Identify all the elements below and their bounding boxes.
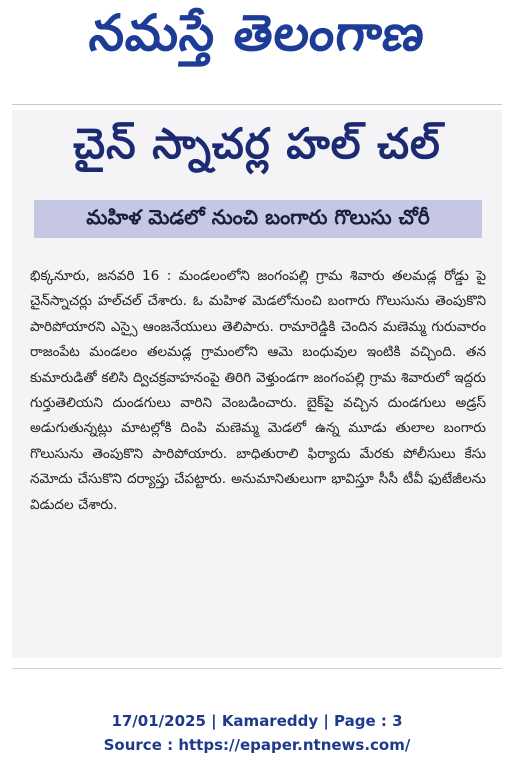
footer-date-edition: 17/01/2025 | Kamareddy | Page : 3 <box>111 712 403 730</box>
article-clipping <box>12 110 502 658</box>
bottom-divider <box>12 668 502 669</box>
subheadline-banner <box>34 200 482 238</box>
article-subheadline: మహిళ మెడలో నుంచి బంగారు గొలుసు చోరీ <box>86 204 430 229</box>
article-headline: చైన్ స్నాచర్ల హల్ చల్ <box>73 119 441 168</box>
newspaper-logo-title: నమస్తే తెలంగాణ <box>86 3 429 62</box>
top-divider <box>12 104 502 105</box>
masthead <box>0 0 514 78</box>
article-body: భిక్కనూరు, జనవరి 16 : మండలంలోని జంగంపల్లి గ్రామ శివారు తలమడ్ల రోడ్డు పై చైన్‌స్నాచర్లు హల్‌చల్ చేశారు. ఓ మహిళ మెడలోనుంచి బంగారు గొలుసును తెంపుకొని పారిపోయారని ఎస్సై ఆంజనేయులు తెలిపారు. రామారెడ్డికి చెందిన మణెమ్మ గురువారం రాజంపేట మండలం తలమడ్ల గ్రామంలోని ఆమె బంధువుల ఇంటికి వచ్చింది. తన కుమారుడితో కలిసి ద్విచక్రవాహనంపై తిరిగి వెళ్తుండగా జంగంపల్లి గ్రామ శివారులో ఇద్దరు గుర్తుతెలియని దుండగులు వారిని వెంబడించారు. బైక్‌పై వచ్చిన దుండగులు అడ్రస్ అడుగుతున్నట్లు మాటల్లోకి దింపి మణెమ్మ మెడలో ఉన్న మూడు తులాల బంగారు గొలుసును తెంపుకొని పారిపోయారు. బాధితురాలి ఫిర్యాదు మేరకు పోలీసులు కేసు నమోదు చేసుకొని దర్యాప్తు చేపట్టారు. అనుమానితులుగా భావిస్తూ సీసీ టీవీ ఫుటేజీలను విడుదల చేశారు. <box>30 268 486 513</box>
footer-source-link[interactable]: Source : https://epaper.ntnews.com/ <box>103 736 411 754</box>
